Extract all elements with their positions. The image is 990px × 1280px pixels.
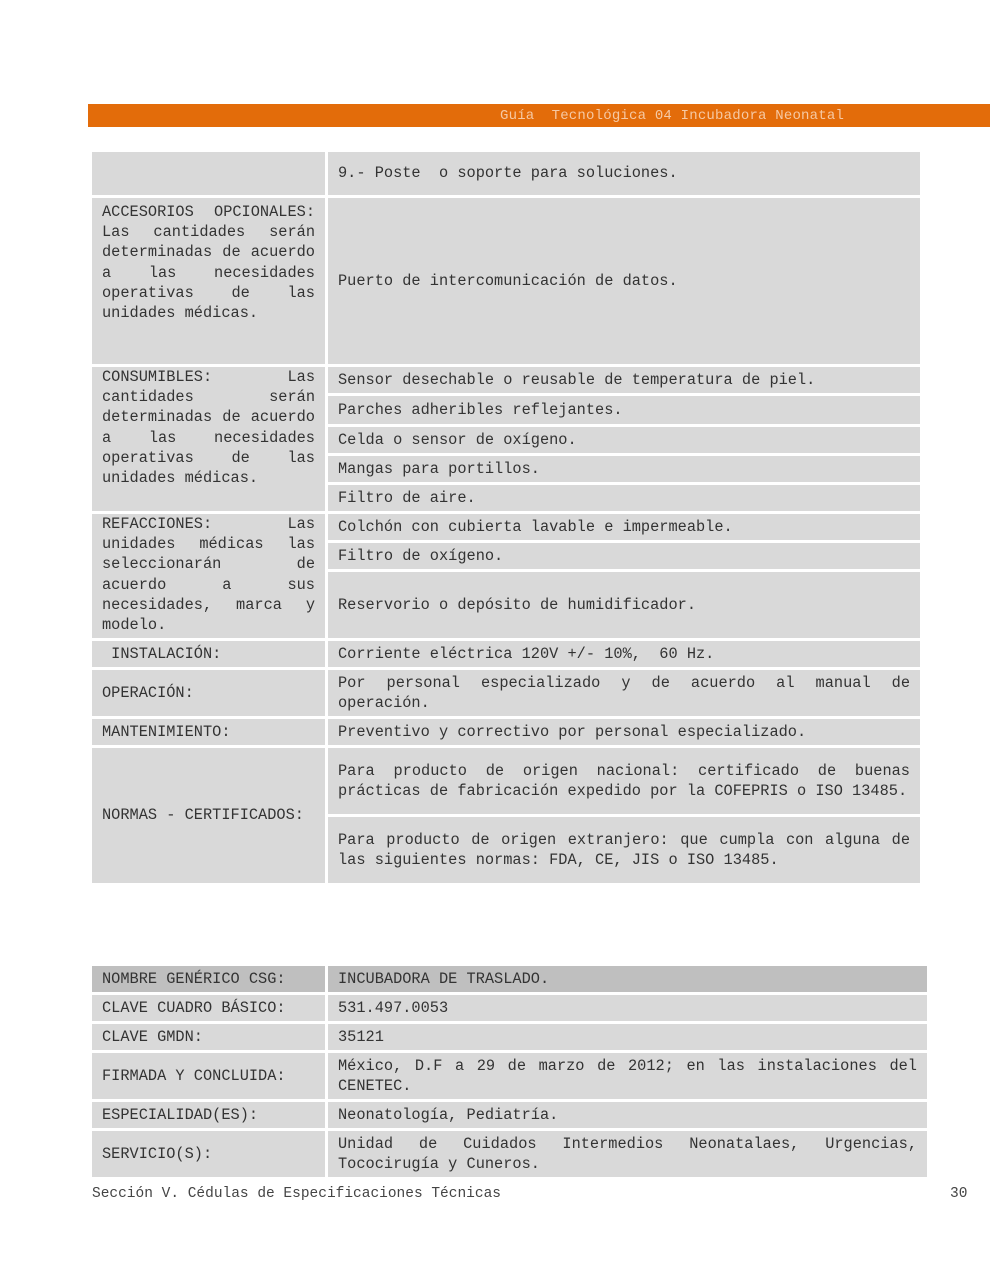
normas-label: NORMAS - CERTIFICADOS: <box>92 748 325 883</box>
table-row <box>92 198 920 364</box>
table-row <box>92 995 927 1021</box>
row-label: ESPECIALIDAD(ES): <box>92 1102 325 1128</box>
table-row <box>92 1024 927 1050</box>
row-value: Neonatología, Pediatría. <box>328 1102 927 1128</box>
mantenimiento-value: Preventivo y correctivo por personal especializado. <box>328 719 920 745</box>
table-row <box>92 719 920 745</box>
row-value: INCUBADORA DE TRASLADO. <box>328 966 927 992</box>
consumible-item: Filtro de aire. <box>328 485 920 511</box>
row-value: Unidad de Cuidados Intermedios Neonatalaes, Urgencias, Tococirugía y Cuneros. <box>328 1131 927 1177</box>
row-label: FIRMADA Y CONCLUIDA: <box>92 1053 325 1099</box>
refaccion-item: Colchón con cubierta lavable e impermeable. <box>328 514 920 540</box>
row-value: México, D.F a 29 de marzo de 2012; en las instalaciones del CENETEC. <box>328 1053 927 1099</box>
table-row <box>92 641 920 667</box>
row-value: 35121 <box>328 1024 927 1050</box>
identification-table <box>89 963 930 1180</box>
table-row <box>92 966 927 992</box>
instalacion-value: Corriente eléctrica 120V +/- 10%, 60 Hz. <box>328 641 920 667</box>
document-title: Guía Tecnológica 04 Incubadora Neonatal <box>500 108 845 124</box>
table-row <box>92 1053 927 1099</box>
specifications-table <box>89 149 923 886</box>
refaccion-item: Reservorio o depósito de humidificador. <box>328 572 920 638</box>
row-label: NOMBRE GENÉRICO CSG: <box>92 966 325 992</box>
accesorios-label: ACCESORIOS OPCIONALES: Las cantidades serán determinadas de acuerdo a las necesidades operativas de las unidades médicas. <box>92 198 325 364</box>
row-label: CLAVE CUADRO BÁSICO: <box>92 995 325 1021</box>
table-row <box>92 514 920 540</box>
page-number: 30 <box>950 1186 968 1202</box>
consumible-item: Mangas para portillos. <box>328 456 920 482</box>
row-value: 9.- Poste o soporte para soluciones. <box>328 152 920 195</box>
refacciones-label: REFACCIONES: Las unidades médicas las seleccionarán de acuerdo a sus necesidades, marca y modelo. <box>92 514 325 638</box>
normas-item: Para producto de origen extranjero: que cumpla con alguna de las siguientes normas: FDA, CE, JIS o ISO 13485. <box>328 817 920 883</box>
consumibles-label: CONSUMIBLES: Las cantidades serán determinadas de acuerdo a las necesidades operativas de las unidades médicas. <box>92 367 325 511</box>
table-row <box>92 367 920 393</box>
table-row <box>92 748 920 814</box>
table-row <box>92 152 920 195</box>
consumible-item: Sensor desechable o reusable de temperatura de piel. <box>328 367 920 393</box>
table-row <box>92 670 920 716</box>
normas-item: Para producto de origen nacional: certificado de buenas prácticas de fabricación expedido por la COFEPRIS o ISO 13485. <box>328 748 920 814</box>
footer-section: Sección V. Cédulas de Especificaciones Técnicas <box>92 1186 501 1202</box>
consumible-item: Celda o sensor de oxígeno. <box>328 427 920 453</box>
header-bar <box>88 104 990 127</box>
operacion-label: OPERACIÓN: <box>92 670 325 716</box>
accesorios-item: Puerto de intercomunicación de datos. <box>328 198 920 364</box>
row-label <box>92 152 325 195</box>
row-value: 531.497.0053 <box>328 995 927 1021</box>
table-row <box>92 1131 927 1177</box>
instalacion-label: INSTALACIÓN: <box>92 641 325 667</box>
refaccion-item: Filtro de oxígeno. <box>328 543 920 569</box>
row-label: CLAVE GMDN: <box>92 1024 325 1050</box>
row-label: SERVICIO(S): <box>92 1131 325 1177</box>
operacion-value: Por personal especializado y de acuerdo al manual de operación. <box>328 670 920 716</box>
consumible-item: Parches adheribles reflejantes. <box>328 396 920 424</box>
table-row <box>92 1102 927 1128</box>
mantenimiento-label: MANTENIMIENTO: <box>92 719 325 745</box>
